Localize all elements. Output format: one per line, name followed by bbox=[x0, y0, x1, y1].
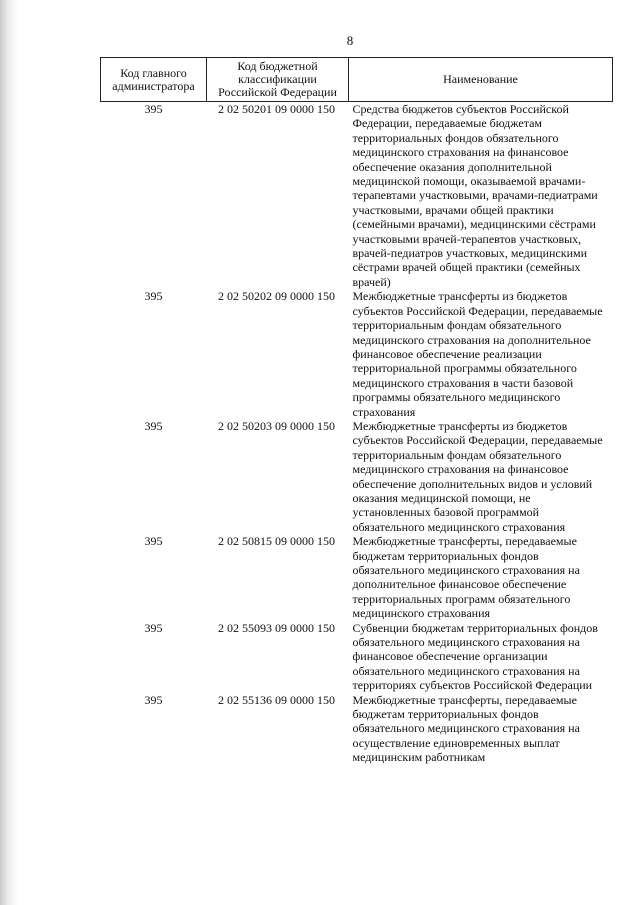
table-row bbox=[101, 289, 613, 419]
name-cell: Межбюджетные трансферты из бюджетов субъектов Российской Федерации, передаваемые территориальным фондам обязательного медицинского страхования на дополнительное финансовое обеспечение реализации территориальной программы обязательного медицинского страхования в части базовой программы обязательного медицинского страхования bbox=[352, 289, 603, 419]
table-header-row bbox=[101, 58, 613, 102]
budget-code-cell: 2 02 55093 09 0000 150 bbox=[218, 620, 335, 635]
header-name: Наименование bbox=[349, 58, 613, 102]
table-row bbox=[101, 419, 613, 534]
name-cell: Межбюджетные трансферты, передаваемые бюджетам территориальных фондов обязательного медицинского страхования на дополнительное финансовое обеспечение территориальных программ обязательного медицинского страхования bbox=[352, 534, 580, 621]
scan-left-edge-shadow bbox=[0, 0, 18, 905]
table-row bbox=[101, 621, 613, 693]
table-row bbox=[101, 102, 613, 290]
budget-code-cell: 2 02 55136 09 0000 150 bbox=[218, 692, 335, 707]
budget-code-cell: 2 02 50203 09 0000 150 bbox=[218, 418, 335, 433]
admin-code-cell: 395 bbox=[144, 534, 163, 549]
page-number: 8 bbox=[346, 33, 354, 48]
budget-code-cell: 2 02 50202 09 0000 150 bbox=[218, 289, 335, 304]
name-cell: Межбюджетные трансферты, передаваемые бюджетам территориальных фондов обязательного медицинского страхования на осуществление единовременных выплат медицинским работникам bbox=[352, 692, 580, 765]
budget-classification-table bbox=[100, 57, 613, 765]
table-row bbox=[101, 534, 613, 620]
name-cell: Средства бюджетов субъектов Российской Федерации, передаваемые бюджетам территориальных фондов обязательного медицинского страхования на финансовое обеспечение оказания дополнительной медицинской помощи, оказываемой врачами-терапевтами участковыми, врачами-педиатрами участковыми, врачами общей практики (семейными врачами), медицинскими сёстрами участковыми врачей-терапевтов участковых, врачей-педиатров участковых, медицинскими сёстрами врачей общей практики (семейных врачей) bbox=[352, 102, 598, 289]
budget-code-cell: 2 02 50201 09 0000 150 bbox=[218, 102, 335, 116]
admin-code-cell: 395 bbox=[144, 620, 163, 635]
admin-code-cell: 395 bbox=[144, 418, 163, 433]
table-row bbox=[101, 693, 613, 765]
name-cell: Субвенции бюджетам территориальных фондов обязательного медицинского страхования на финансовое обеспечение организации обязательного медицинского страхования на территориях субъектов Российской Федерации bbox=[352, 620, 598, 693]
admin-code-cell: 395 bbox=[144, 692, 163, 707]
header-admin-code: Код главного администратора bbox=[101, 58, 207, 102]
budget-code-cell: 2 02 50815 09 0000 150 bbox=[218, 534, 335, 549]
header-budget-code: Код бюджетной классификации Российской Федерации bbox=[207, 58, 349, 102]
name-cell: Межбюджетные трансферты из бюджетов субъектов Российской Федерации, передаваемые территориальным фондам обязательного медицинского страхования на финансовое обеспечение дополнительных видов и условий оказания медицинской помощи, не установленных базовой программой обязательного медицинского страхования bbox=[352, 418, 603, 534]
admin-code-cell: 395 bbox=[144, 102, 163, 116]
admin-code-cell: 395 bbox=[144, 289, 163, 304]
